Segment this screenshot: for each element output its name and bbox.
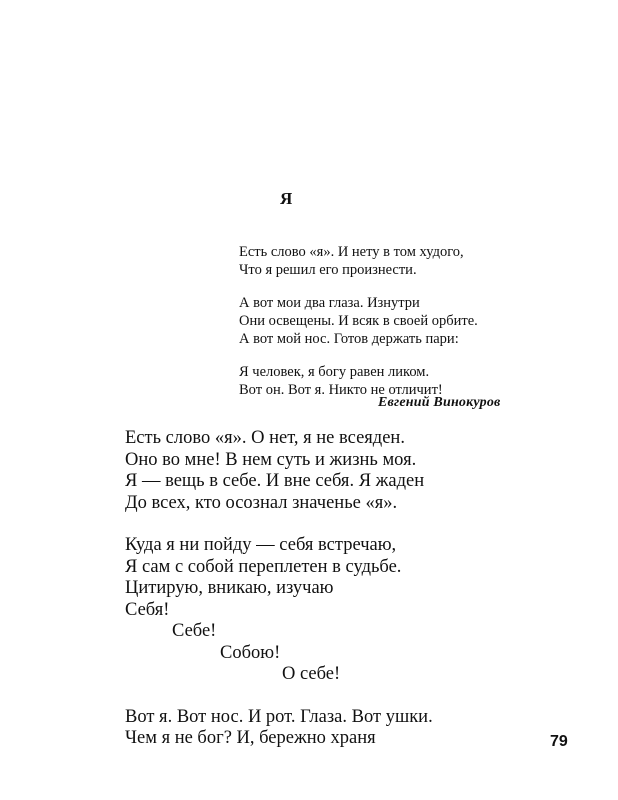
poem-line: Оно во мне! В нем суть и жизнь моя.: [125, 449, 417, 470]
epigraph: [239, 243, 478, 414]
epigraph-line: Они освещены. И всяк в своей орбите.: [239, 313, 478, 329]
poem-line: До всех, кто осознал значенье «я».: [125, 492, 398, 513]
epigraph-line: Что я решил его произнести.: [239, 262, 417, 278]
poem-line: Себе!: [172, 621, 217, 641]
poem-line: Вот я. Вот нос. И рот. Глаза. Вот ушки.: [125, 706, 433, 727]
poem-line: О себе!: [282, 664, 341, 684]
epigraph-line: Я человек, я богу равен ликом.: [239, 364, 430, 380]
poem-stanza: [125, 535, 433, 686]
poem-stanza: [125, 707, 433, 750]
poem-stanza: [125, 428, 433, 514]
epigraph-line: Вот он. Вот я. Никто не отличит!: [239, 382, 443, 398]
epigraph-line: А вот мои два глаза. Изнутри: [239, 295, 420, 311]
poem-line: Цитирую, вникаю, изучаю: [125, 578, 334, 598]
epigraph-line: Есть слово «я». И нету в том худого,: [239, 244, 464, 260]
poem-line: Куда я ни пойду — себя встречаю,: [125, 535, 397, 555]
epigraph-line: А вот мой нос. Готов держать пари:: [239, 331, 459, 347]
poem-body: [125, 428, 433, 771]
poem-line: Я — вещь в себе. И вне себя. Я жаден: [125, 471, 425, 491]
epigraph-author: Евгений Винокуров: [378, 395, 501, 410]
poem-line: Собою!: [220, 642, 281, 663]
epigraph-stanza: [239, 243, 478, 279]
epigraph-stanza: [239, 294, 478, 348]
poem-line: Я сам с собой переплетен в судьбе.: [125, 556, 402, 577]
poem-title: Я: [280, 189, 293, 208]
page-number: 79: [550, 733, 568, 750]
poem-line: Чем я не бог? И, бережно храня: [125, 728, 376, 748]
poem-line: Есть слово «я». О нет, я не всеяден.: [125, 428, 405, 448]
epigraph-stanza: [239, 363, 478, 399]
poem-line: Себя!: [125, 599, 170, 620]
